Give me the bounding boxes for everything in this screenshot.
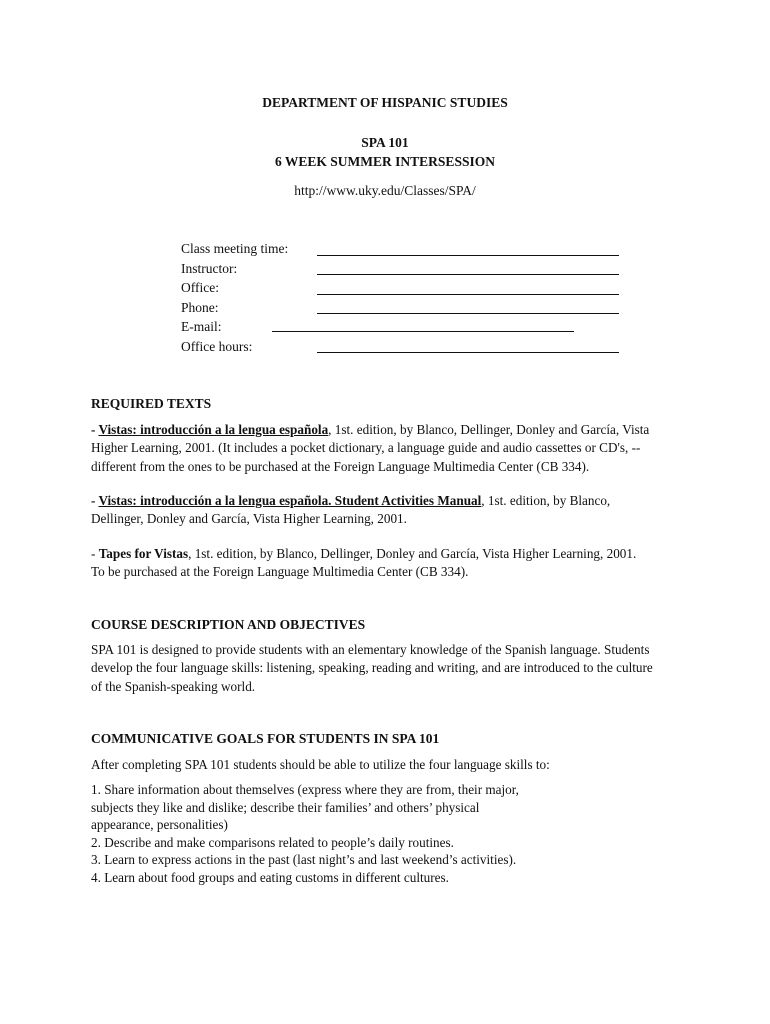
- session-title: 6 WEEK SUMMER INTERSESSION: [275, 154, 495, 169]
- info-line-instructor: [317, 274, 619, 275]
- communicative-goals-list: 1. Share information about themselves (express where they are from, their major, subjects they like and dislike; describe their families’ and others’ physical appearance, personalities) 2. Describe and make comparisons related to people’s daily routines. 3. Learn to express actions in the past (last night’s and last weekend’s activities). 4. Learn about food groups and eating customs in different cultures.: [91, 782, 519, 885]
- info-label-office: Office:: [181, 280, 219, 295]
- item-prefix: -: [91, 422, 99, 437]
- required-text-item: [91, 492, 691, 529]
- info-line-office: [317, 294, 619, 295]
- info-line-email: [272, 331, 574, 332]
- item-prefix: -: [91, 546, 99, 561]
- item-prefix: -: [91, 493, 99, 508]
- required-text-item: [91, 545, 691, 582]
- book-title: Tapes for Vistas: [98, 546, 189, 561]
- required-text-item: [91, 421, 691, 476]
- book-details: , 1st. edition, by Blanco, Dellinger, Donley and García, Vista Higher Learning, 2001. (It includes a pocket dictionary, a language guide and audio cassettes or CD's, -- different from the ones to be purchased at the Foreign Language Multimedia Center (CB 334).: [91, 422, 650, 474]
- info-line-office-hours: [317, 352, 619, 353]
- book-details: , 1st. edition, by Blanco, Dellinger, Donley and García, Vista Higher Learning, 2001.: [91, 493, 611, 527]
- book-title: Vistas: introducción a la lengua española. Student Activities Manual: [98, 493, 482, 508]
- info-label-instructor: Instructor:: [181, 261, 238, 276]
- course-description-heading: COURSE DESCRIPTION AND OBJECTIVES: [91, 617, 366, 632]
- course-url[interactable]: http://www.uky.edu/Classes/SPA/: [294, 183, 476, 198]
- communicative-goals-intro: After completing SPA 101 students should be able to utilize the four language skills to:: [91, 757, 550, 772]
- info-label-office-hours: Office hours:: [181, 339, 253, 354]
- info-label-email: E-mail:: [181, 319, 222, 334]
- info-label-class-meeting-time: Class meeting time:: [181, 241, 289, 256]
- book-details: , 1st. edition, by Blanco, Dellinger, Donley and García, Vista Higher Learning, 2001. To be purchased at the Foreign Language Multimedia Center (CB 334).: [91, 546, 637, 580]
- course-description-text: SPA 101 is designed to provide students with an elementary knowledge of the Spanish language. Students develop the four language skills: listening, speaking, reading and writing, and are introduced to the culture of the Spanish-speaking world.: [91, 642, 653, 694]
- required-texts-heading: REQUIRED TEXTS: [91, 396, 212, 411]
- info-label-phone: Phone:: [181, 300, 219, 315]
- info-line-class-meeting-time: [317, 255, 619, 256]
- department-title: DEPARTMENT OF HISPANIC STUDIES: [262, 95, 508, 110]
- book-title: Vistas: introducción a la lengua española: [98, 422, 329, 437]
- communicative-goals-heading: COMMUNICATIVE GOALS FOR STUDENTS IN SPA 101: [91, 731, 440, 746]
- info-line-phone: [317, 313, 619, 314]
- course-code: SPA 101: [361, 135, 409, 150]
